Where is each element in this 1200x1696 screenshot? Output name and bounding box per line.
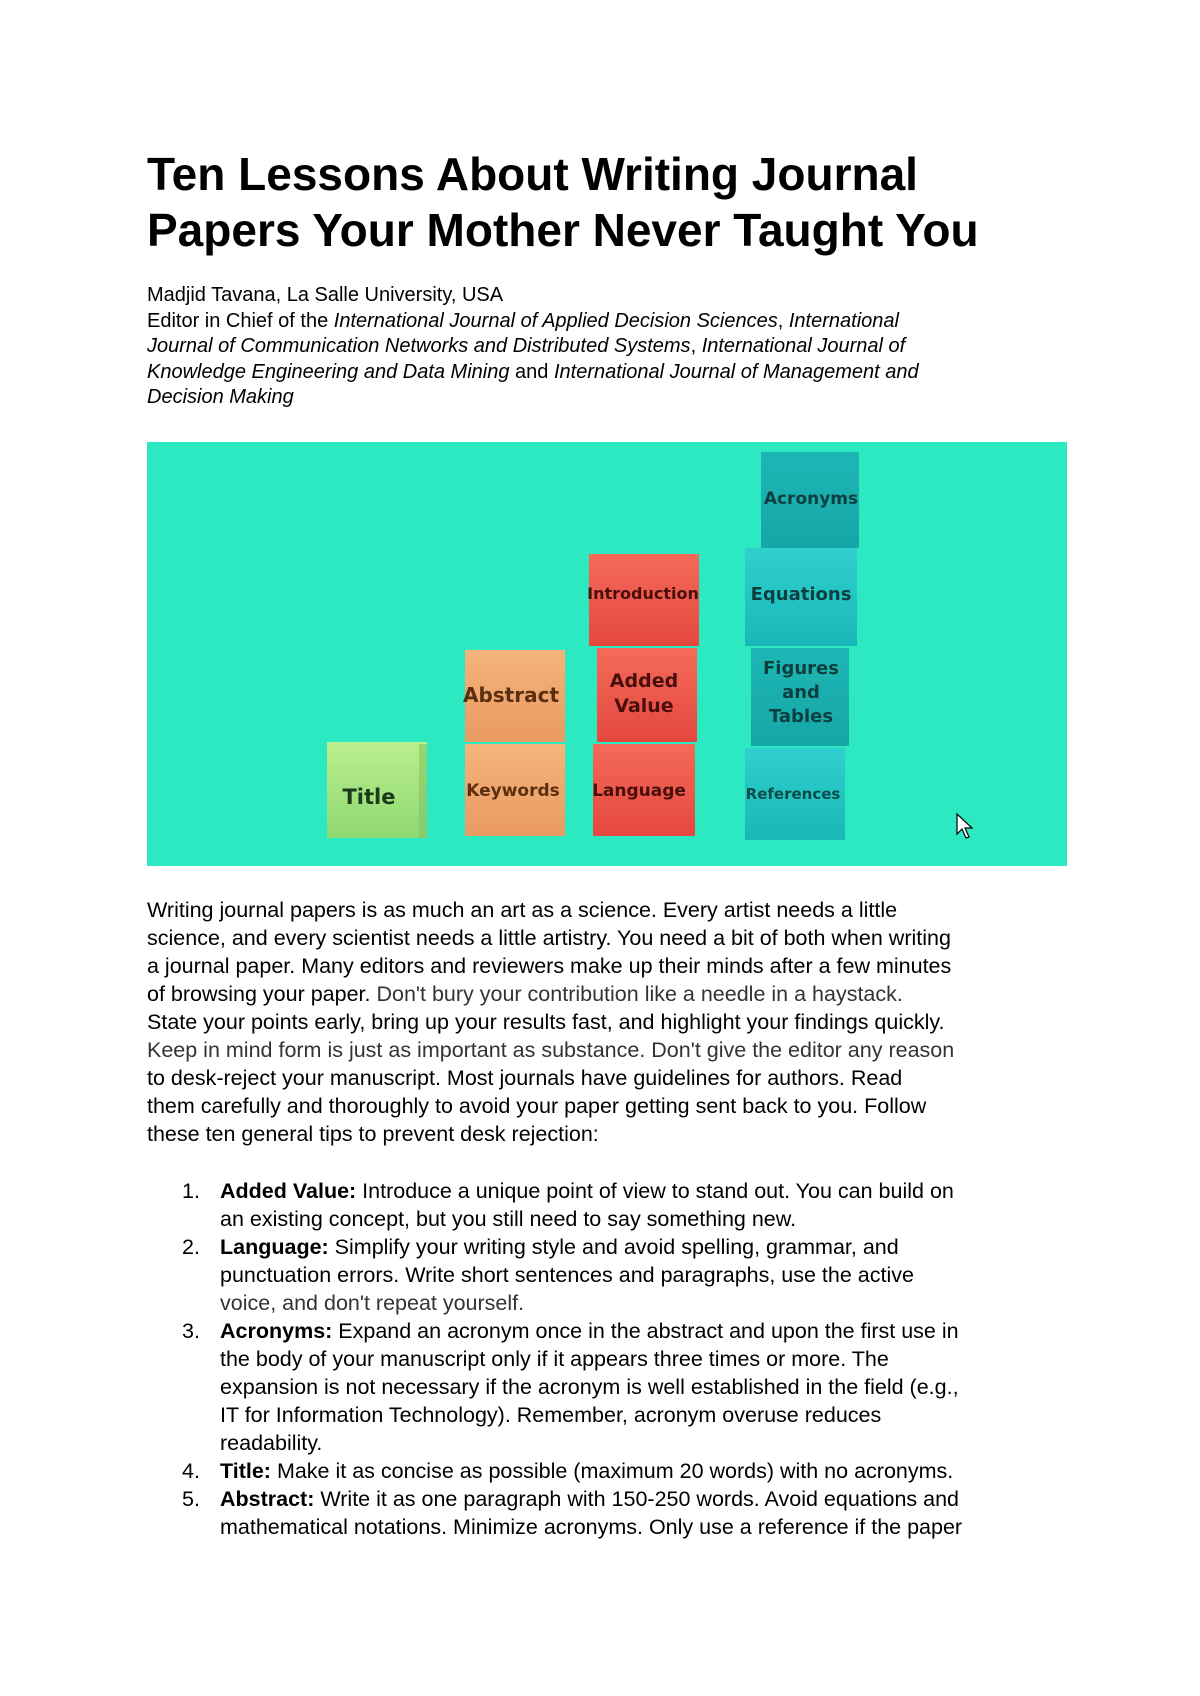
blocks-illustration xyxy=(147,442,1067,866)
block-keywords xyxy=(465,744,565,836)
mouse-pointer-icon xyxy=(957,814,972,838)
document-title xyxy=(147,146,1067,258)
block-figures-label-2: and xyxy=(782,682,820,703)
block-figures-label-3: Tables xyxy=(768,706,834,727)
block-figures-label-1: Figures xyxy=(763,658,839,679)
intro-line-3: a journal paper. Many editors and reviewers make up their minds after a few minutes xyxy=(147,954,952,978)
block-language-label: Language xyxy=(592,781,686,801)
intro-line-7: to desk-reject your manuscript. Most journals have guidelines for authors. Read xyxy=(147,1066,903,1090)
block-equations xyxy=(745,548,857,646)
intro-line-6: Keep in mind form is just as important as substance. Don't give the editor any reason xyxy=(147,1038,955,1062)
list-item: 5. Abstract: Write it as one paragraph with 150-250 words. Avoid equations and mathematical notations. Minimize acronyms. Only use a reference if the paper xyxy=(182,1487,963,1539)
intro-paragraph xyxy=(147,896,1067,1148)
author-role-line-2: Journal of Communication Networks and Distributed Systems, International Journal of xyxy=(147,335,906,357)
list-item: 3. Acronyms: Expand an acronym once in the abstract and upon the first use in the body of your manuscript only if it appears three times or more. The expansion is not necessary if the acronym is well established in the field (e.g., IT for Information Technology). Remember, acronym overuse reduces readability. xyxy=(182,1319,959,1455)
intro-line-2: science, and every scientist needs a little artistry. You need a bit of both when writing xyxy=(147,926,951,950)
title-line-2: Papers Your Mother Never Taught You xyxy=(147,204,979,256)
block-introduction-label: Introduction xyxy=(587,584,699,603)
block-abstract-label: Abstract xyxy=(462,683,560,707)
block-equations-label: Equations xyxy=(750,584,852,605)
intro-line-4: of browsing your paper. Don't bury your contribution like a needle in a haystack. xyxy=(147,982,903,1006)
block-figures-tables xyxy=(751,648,849,746)
block-keywords-label: Keywords xyxy=(466,781,560,801)
block-introduction xyxy=(587,554,699,646)
author-role-line-4: Decision Making xyxy=(147,386,294,408)
title-line-1: Ten Lessons About Writing Journal xyxy=(147,148,918,200)
block-language xyxy=(592,744,695,836)
intro-line-1: Writing journal papers is as much an art as a science. Every artist needs a little xyxy=(147,898,898,922)
intro-line-8: them carefully and thoroughly to avoid your paper getting sent back to you. Follow xyxy=(147,1094,927,1118)
author-block xyxy=(147,283,1067,411)
block-added-value-label-2: Value xyxy=(614,695,674,717)
block-abstract xyxy=(463,650,565,742)
block-title-label: Title xyxy=(342,785,396,809)
lesson-blocks-figure xyxy=(147,442,1067,866)
block-acronyms xyxy=(761,452,859,548)
list-item: 4. Title: Make it as concise as possible (maximum 20 words) with no acronyms. xyxy=(182,1459,954,1483)
block-references-label: References xyxy=(745,785,841,803)
tips-list xyxy=(147,1177,1067,1541)
intro-line-9: these ten general tips to prevent desk rejection: xyxy=(147,1122,599,1146)
list-item: 1. Added Value: Introduce a unique point of view to stand out. You can build on an existing concept, but you still need to say something new. xyxy=(182,1179,954,1231)
block-added-value-label-1: Added xyxy=(609,670,679,692)
list-item: 2. Language: Simplify your writing style and avoid spelling, grammar, and punctuation errors. Write short sentences and paragraphs, use the active voice, and don't repeat yourself. xyxy=(182,1235,914,1315)
block-references xyxy=(745,748,845,840)
block-added-value xyxy=(597,648,697,742)
author-role-line-3: Knowledge Engineering and Data Mining and International Journal of Management and xyxy=(147,360,919,383)
block-acronyms-label: Acronyms xyxy=(763,489,859,509)
intro-line-5: State your points early, bring up your results fast, and highlight your findings quickly. xyxy=(147,1010,945,1034)
author-affiliation: Madjid Tavana, La Salle University, USA xyxy=(147,284,504,306)
author-role-line-1: Editor in Chief of the International Journal of Applied Decision Sciences, International xyxy=(147,309,899,332)
block-title xyxy=(327,742,427,838)
